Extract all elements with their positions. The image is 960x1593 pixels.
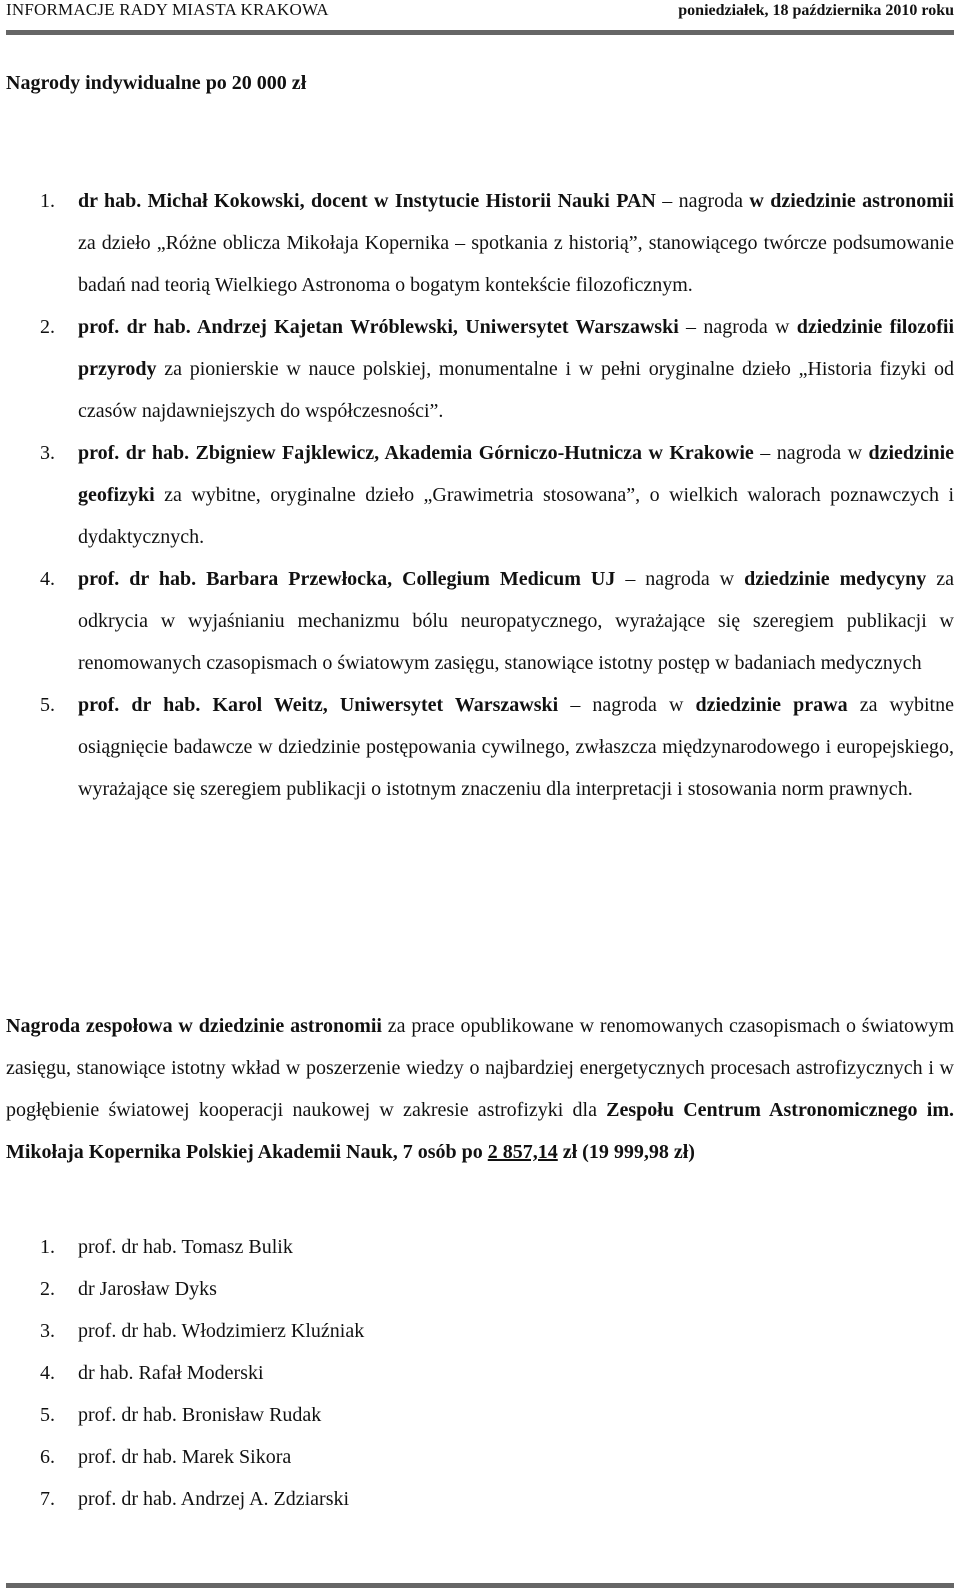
award-number: 1. (40, 190, 55, 212)
team-name-text: Zespołu Centrum Astronomicznego im. Mikołaja Kopernika Polskiej Akademii Nauk, 7 osób po (6, 1099, 954, 1163)
awards-section (6, 180, 954, 810)
award-description: za wybitne osiągnięcie badawcze w dziedzinie postępowania cywilnego, zwłaszcza międzynarodowego i europejskiego, wyrażające się szeregiem publikacji o istotnym znaczeniu dla interpretacji i stosowania norm prawnych. (78, 694, 954, 800)
member-number: 7. (40, 1488, 55, 1510)
award-recipient: prof. dr hab. Barbara Przewłocka, Collegium Medicum UJ (78, 568, 616, 590)
list-item (6, 1436, 364, 1478)
member-name: prof. dr hab. Marek Sikora (78, 1446, 292, 1468)
award-field: dziedzinie prawa (695, 694, 848, 716)
award-connector: – nagroda w (753, 442, 869, 464)
list-item (6, 1394, 364, 1436)
award-field: w dziedzinie astronomii (749, 190, 954, 212)
member-name: prof. dr hab. Włodzimierz Kluźniak (78, 1320, 365, 1342)
member-name: dr Jarosław Dyks (78, 1278, 217, 1300)
list-item (6, 1478, 364, 1520)
header-rule (6, 30, 954, 35)
award-connector: – nagroda w (615, 568, 745, 590)
award-description: za dzieło „Różne oblicza Mikołaja Kopernika – spotkania z historią”, stanowiącego twórcze podsumowanie badań nad teorią Wielkiego Astronoma o bogatym kontekście filozoficznym. (78, 232, 954, 296)
list-item (6, 1310, 364, 1352)
member-number: 2. (40, 1278, 55, 1300)
award-recipient: dr hab. Michał Kokowski, docent w Instytucie Historii Nauki PAN (78, 190, 656, 212)
team-amount-rest: zł (19 999,98 zł) (557, 1141, 695, 1163)
award-description: za odkrycia w wyjaśnianiu mechanizmu bólu neuropatycznego, wyrażające się szeregiem publikacji w renomowanych czasopismach o światowym zasięgu, stanowiące istotny postęp w badaniach medycznych (78, 568, 954, 674)
member-number: 6. (40, 1446, 55, 1468)
member-number: 1. (40, 1236, 55, 1258)
award-connector: – nagroda (655, 190, 750, 212)
page-header (6, 0, 954, 28)
member-name: prof. dr hab. Tomasz Bulik (78, 1236, 293, 1258)
award-item (6, 432, 954, 558)
award-item (6, 306, 954, 432)
team-award-paragraph (6, 1005, 954, 1173)
award-description: za pionierskie w nauce polskiej, monumentalne i w pełni oryginalne dzieło „Historia fizyki od czasów najdawniejszych do współczesności”. (78, 358, 954, 422)
footer-rule (6, 1583, 954, 1588)
award-number: 3. (40, 442, 55, 464)
award-item (6, 180, 954, 306)
list-item (6, 1226, 364, 1268)
award-recipient: prof. dr hab. Andrzej Kajetan Wróblewski, Uniwersytet Warszawski (78, 316, 679, 338)
award-field: dziedzinie filozofii przyrody (78, 316, 954, 380)
header-title: INFORMACJE RADY MIASTA KRAKOWA (6, 0, 329, 19)
section-title: Nagrody indywidualne po 20 000 zł (6, 72, 307, 94)
list-item (6, 1268, 364, 1310)
member-number: 4. (40, 1362, 55, 1384)
member-name: prof. dr hab. Bronisław Rudak (78, 1404, 322, 1426)
member-name: prof. dr hab. Andrzej A. Zdziarski (78, 1488, 350, 1510)
team-amount: 2 857,14 (487, 1141, 558, 1163)
award-number: 4. (40, 568, 55, 590)
team-award-lead: Nagroda zespołowa w dziedzinie astronomii (6, 1015, 382, 1037)
award-connector: – nagroda w (558, 694, 696, 716)
header-date: poniedziałek, 18 października 2010 roku (678, 2, 954, 19)
member-number: 5. (40, 1404, 55, 1426)
list-item (6, 1352, 364, 1394)
award-recipient: prof. dr hab. Zbigniew Fajklewicz, Akademia Górniczo-Hutnicza w Krakowie (78, 442, 754, 464)
member-name: dr hab. Rafał Moderski (78, 1362, 264, 1384)
award-connector: – nagroda w (678, 316, 797, 338)
award-description: za wybitne, oryginalne dzieło „Grawimetria stosowana”, o wielkich walorach poznawczych i dydaktycznych. (78, 484, 954, 548)
award-item (6, 684, 954, 810)
award-field: dziedzinie geofizyki (78, 442, 954, 506)
member-number: 3. (40, 1320, 55, 1342)
team-award-text: za prace opublikowane w renomowanych czasopismach o światowym zasięgu, stanowiące istotny wkład w poszerzenie wiedzy o najbardziej energetycznych procesach astrofizycznych i w pogłębienie światowej kooperacji naukowej w zakresie astrofizyki dla (6, 1015, 954, 1121)
award-field: dziedzinie medycyny (744, 568, 927, 590)
award-number: 2. (40, 316, 55, 338)
award-item (6, 558, 954, 684)
team-members-list (6, 1226, 364, 1520)
award-recipient: prof. dr hab. Karol Weitz, Uniwersytet Warszawski (78, 694, 559, 716)
award-number: 5. (40, 694, 55, 716)
awards-list (6, 180, 954, 810)
